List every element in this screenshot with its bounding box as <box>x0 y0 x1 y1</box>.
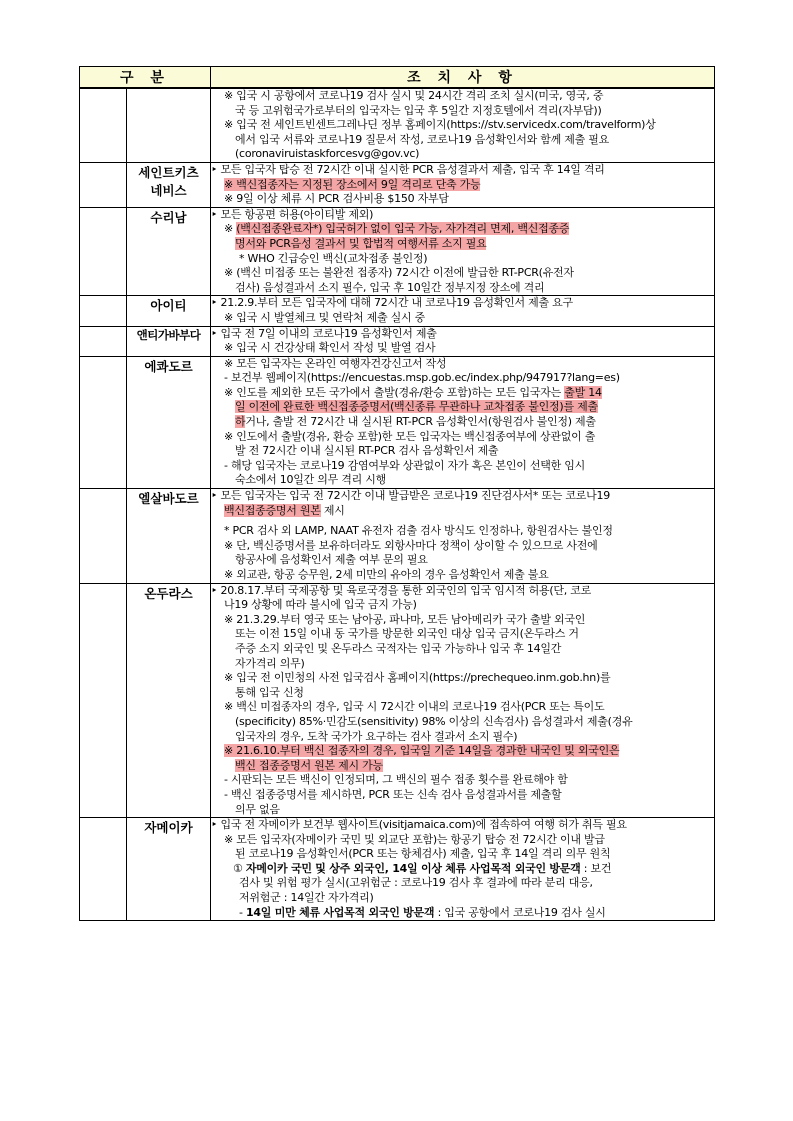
measures-cell <box>211 818 715 921</box>
text-line: 입국자의 경우, 도착 국가가 요구하는 검사 결과서 소지 필수) <box>235 729 518 743</box>
text-line: ※ 인도에서 출발(경유, 환승 포함)한 모든 입국자는 백신접종여부에 상관없이 출 <box>224 429 596 443</box>
table-row <box>80 162 715 207</box>
country-name-line2: 네비스 <box>150 182 187 198</box>
table-row <box>80 583 715 818</box>
lead-cell <box>80 356 127 488</box>
highlighted-text: 하 <box>235 415 246 429</box>
table-row <box>80 88 715 162</box>
text-line: ※ 단, 백신증명서를 보유하더라도 외항사마다 정책이 상이할 수 있으므로 사전에 <box>224 538 598 552</box>
text-line: 발 전 72시간 이내 실시된 RT-PCR 검사 음성확인서 제출 <box>235 444 499 458</box>
measures-cell <box>211 162 715 207</box>
text-line: - 시판되는 모든 백신이 인정되며, 그 백신의 필수 접종 횟수를 완료해야 함 <box>224 773 568 787</box>
text-line: * PCR 검사 외 LAMP, NAAT 유전자 검출 검사 방식도 인정하나, 항원검사는 불인정 <box>224 524 613 538</box>
country-cell: 수리남 <box>127 207 211 296</box>
highlighted-text: (백신접종완료자*) 입국허가 없이 입국 가능, 자가격리 면제, 백신접종증 <box>236 222 570 236</box>
text-line: ‣ 21.2.9.부터 모든 입국자에 대해 72시간 내 코로나19 음성확인서 제출 요구 <box>211 296 573 310</box>
text-line: ※ 입국 시 공항에서 코로나19 검사 실시 및 24시간 격리 조치 실시(미국, 영국, 중 <box>224 89 604 102</box>
country-name-line1: 세인트키츠 <box>138 164 199 180</box>
text-line: 저위험군 : 14일간 자가격리) <box>239 891 374 905</box>
text-line: 자가격리 의무) <box>235 656 305 670</box>
measures-cell <box>211 356 715 488</box>
measures-cell <box>211 489 715 584</box>
text-prefix: ※ <box>224 222 237 236</box>
highlighted-text: 백신 접종증명서 원본 제시 가능 <box>235 758 383 772</box>
text-prefix: - <box>239 905 246 919</box>
lead-cell <box>80 207 127 296</box>
text-line: ※ 입국 시 발열체크 및 연락처 제출 실시 중 <box>224 310 425 324</box>
text-line: ‣ 20.8.17.부터 국제공항 및 육로국경을 통한 외국인의 입국 임시적 허용(단, 코로 <box>211 583 592 597</box>
lead-cell <box>80 326 127 356</box>
lead-cell <box>80 818 127 921</box>
country-cell: 아이티 <box>127 296 211 326</box>
table-row <box>80 356 715 488</box>
text-line: 의무 없음 <box>235 802 280 816</box>
lead-cell <box>80 162 127 207</box>
header-category: 구 분 <box>80 67 211 89</box>
text-line <box>211 386 714 401</box>
text-prefix: ※ 인도를 제외한 모든 국가에서 출발(경유/환승 포함)하는 모든 입국자는 <box>224 385 565 399</box>
text-line: ‣ 모든 항공편 허용(아이티발 제외) <box>211 207 374 221</box>
country-cell <box>127 88 211 162</box>
bold-text: 자메이카 국민 및 상주 외국인, 14일 이상 체류 사업목적 외국인 방문객 <box>245 861 581 875</box>
text-line: 통해 입국 신청 <box>235 685 304 699</box>
measures-cell <box>211 207 715 296</box>
text-line: ※ 입국 시 건강상태 확인서 작성 및 발열 검사 <box>224 341 436 355</box>
text-line <box>211 759 714 774</box>
highlighted-text: 출발 14 <box>564 385 602 399</box>
text-line: ‣ 모든 입국자 탑승 전 72시간 이내 실시한 PCR 음성결과서 제출, 입국 후 14일 격리 <box>211 162 605 176</box>
text-line: ※ (백신 미접종 또는 불완전 접종자) 72시간 이전에 발급한 RT-PCR(유전자 <box>224 266 574 280</box>
text-line <box>211 504 714 519</box>
text-suffix: 거나, 출발 전 72시간 내 실시된 RT-PCR 음성확인서(항원검사 불인정) 제출 <box>245 415 596 429</box>
header-measures: 조 치 사 항 <box>211 67 715 89</box>
country-cell: 엘살바도르 <box>127 489 211 584</box>
highlighted-text: ※ 백신접종자는 지정된 장소에서 9일 격리로 단축 가능 <box>224 177 481 191</box>
lead-cell <box>80 489 127 584</box>
text-suffix: : 보건 <box>580 861 612 875</box>
text-line: 주증 소지 외국인 및 온두라스 국적자는 입국 가능하나 입국 후 14일간 <box>235 641 562 655</box>
text-line: ※ 9일 이상 체류 시 PCR 검사비용 $150 자부담 <box>224 192 449 206</box>
country-cell: 에콰도르 <box>127 356 211 488</box>
country-cell: 앤티가바부다 <box>127 326 211 356</box>
text-line <box>211 415 714 430</box>
table-row <box>80 818 715 921</box>
text-line: - 백신 접종증명서를 제시하면, PCR 또는 신속 검사 음성결과서를 제출할 <box>224 787 562 801</box>
lead-cell <box>80 88 127 162</box>
text-line: 에서 입국 서류와 코로나19 질문서 작성, 코로나19 음성확인서와 함께 제출 필요 <box>235 132 609 146</box>
text-line: ※ 21.3.29.부터 영국 또는 남아공, 파나마, 모든 남아메리카 국가 출발 외국인 <box>224 612 586 626</box>
highlighted-text: 일 이전에 완료한 백신접종증명서(백신종류 무관하나 교차접종 불인정)를 제출 <box>235 400 598 414</box>
table-row <box>80 326 715 356</box>
text-line: (specificity) 85%·민감도(sensitivity) 98% 이상의 신속검사) 음성결과서 제출(경유 <box>235 714 633 728</box>
table-row <box>80 489 715 584</box>
measures-cell <box>211 583 715 818</box>
text-line: 숙소에서 10일간 의무 격리 시행 <box>235 473 386 487</box>
text-line: 된 코로나19 음성확인서(PCR 또는 항체검사) 제출, 입국 후 14일 격리 의무 원칙 <box>235 847 611 861</box>
highlighted-text: 백신접종증명서 원본 <box>224 503 321 517</box>
text-line <box>211 906 714 921</box>
lead-cell <box>80 583 127 818</box>
text-line: 검사 및 위험 평가 실시(고위험군 : 코로나19 검사 후 결과에 따라 분리 대응, <box>239 876 593 890</box>
text-line: ※ 입국 전 세인트빈센트그레나딘 정부 홈페이지(https://stv.servicedx.com/travelform)상 <box>224 118 656 132</box>
table-row <box>80 296 715 326</box>
text-line <box>211 400 714 415</box>
text-line <box>211 178 714 193</box>
text-line: ※ 입국 전 이민청의 사전 입국검사 홈페이지(https://prechequeo.inm.gob.hn)를 <box>224 671 611 685</box>
text-line: 국 등 고위험국가로부터의 입국자는 입국 후 5일간 지정호텔에서 격리(자부담)) <box>235 103 602 117</box>
text-suffix: 제시 <box>320 503 345 517</box>
text-line: ※ 모든 입국자는 온라인 여행자건강신고서 작성 <box>224 356 447 370</box>
text-line: ‣ 입국 전 7일 이내의 코로나19 음성확인서 제출 <box>211 326 437 340</box>
highlighted-text: ※ 21.6.10.부터 백신 접종자의 경우, 입국일 기준 14일을 경과한 내국인 및 외국인은 <box>224 744 620 758</box>
text-suffix: : 입국 공항에서 코로나19 검사 실시 <box>434 905 606 919</box>
bold-text: 14일 미만 체류 사업목적 외국인 방문객 <box>245 905 435 919</box>
text-prefix: ① <box>233 861 246 875</box>
text-line: 검사) 음성결과서 소지 필수, 입국 후 10일간 정부지정 장소에 격리 <box>235 280 545 294</box>
text-line <box>211 862 714 877</box>
lead-cell <box>80 296 127 326</box>
highlighted-text: 명서와 PCR음성 결과서 및 합법적 여행서류 소지 필요 <box>235 236 487 250</box>
measures-cell <box>211 326 715 356</box>
country-cell: 온두라스 <box>127 583 211 818</box>
text-line: * WHO 긴급승인 백신(교차접종 불인정) <box>239 251 428 265</box>
country-cell <box>127 162 211 207</box>
text-line: - 보건부 웹페이지(https://encuestas.msp.gob.ec/index.php/947917?lang=es) <box>224 371 620 385</box>
text-line: ※ 백신 미접종자의 경우, 입국 시 72시간 이내의 코로나19 검사(PCR 또는 특이도 <box>224 700 605 714</box>
measures-cell <box>211 296 715 326</box>
text-line: 항공사에 음성확인서 제출 여부 문의 필요 <box>235 553 428 567</box>
country-cell: 자메이카 <box>127 818 211 921</box>
text-line: - 해당 입국자는 코로나19 감염여부와 상관없이 자가 혹은 본인이 선택한 임시 <box>224 458 585 472</box>
text-line: 또는 이전 15일 이내 동 국가를 방문한 외국인 대상 입국 금지(온두라스 거 <box>235 627 579 641</box>
text-line: (coronaviruistaskforcesvg@gov.vc) <box>235 147 420 161</box>
text-line: ‣ 입국 전 자메이카 보건부 웹사이트(visitjamaica.com)에 접속하여 여행 허가 취득 필요 <box>211 818 627 832</box>
text-line: 나19 상황에 따라 불시에 입국 금지 가능) <box>224 598 417 612</box>
text-line: ※ 외교관, 항공 승무원, 2세 미만의 유아의 경우 음성확인서 제출 불요 <box>224 568 549 581</box>
text-line: ※ 모든 입국자(자메이카 국민 및 외교단 포함)는 항공기 탑승 전 72시간 이내 발급 <box>224 832 605 846</box>
text-line <box>211 222 714 237</box>
text-line: ‣ 모든 입국자는 입국 전 72시간 이내 발급받은 코로나19 진단검사서* 또는 코로나19 <box>211 489 610 503</box>
table-row <box>80 207 715 296</box>
measures-cell <box>211 88 715 162</box>
table-header <box>80 67 715 89</box>
measures-table <box>79 66 715 921</box>
text-line <box>211 237 714 252</box>
text-line <box>211 744 714 759</box>
